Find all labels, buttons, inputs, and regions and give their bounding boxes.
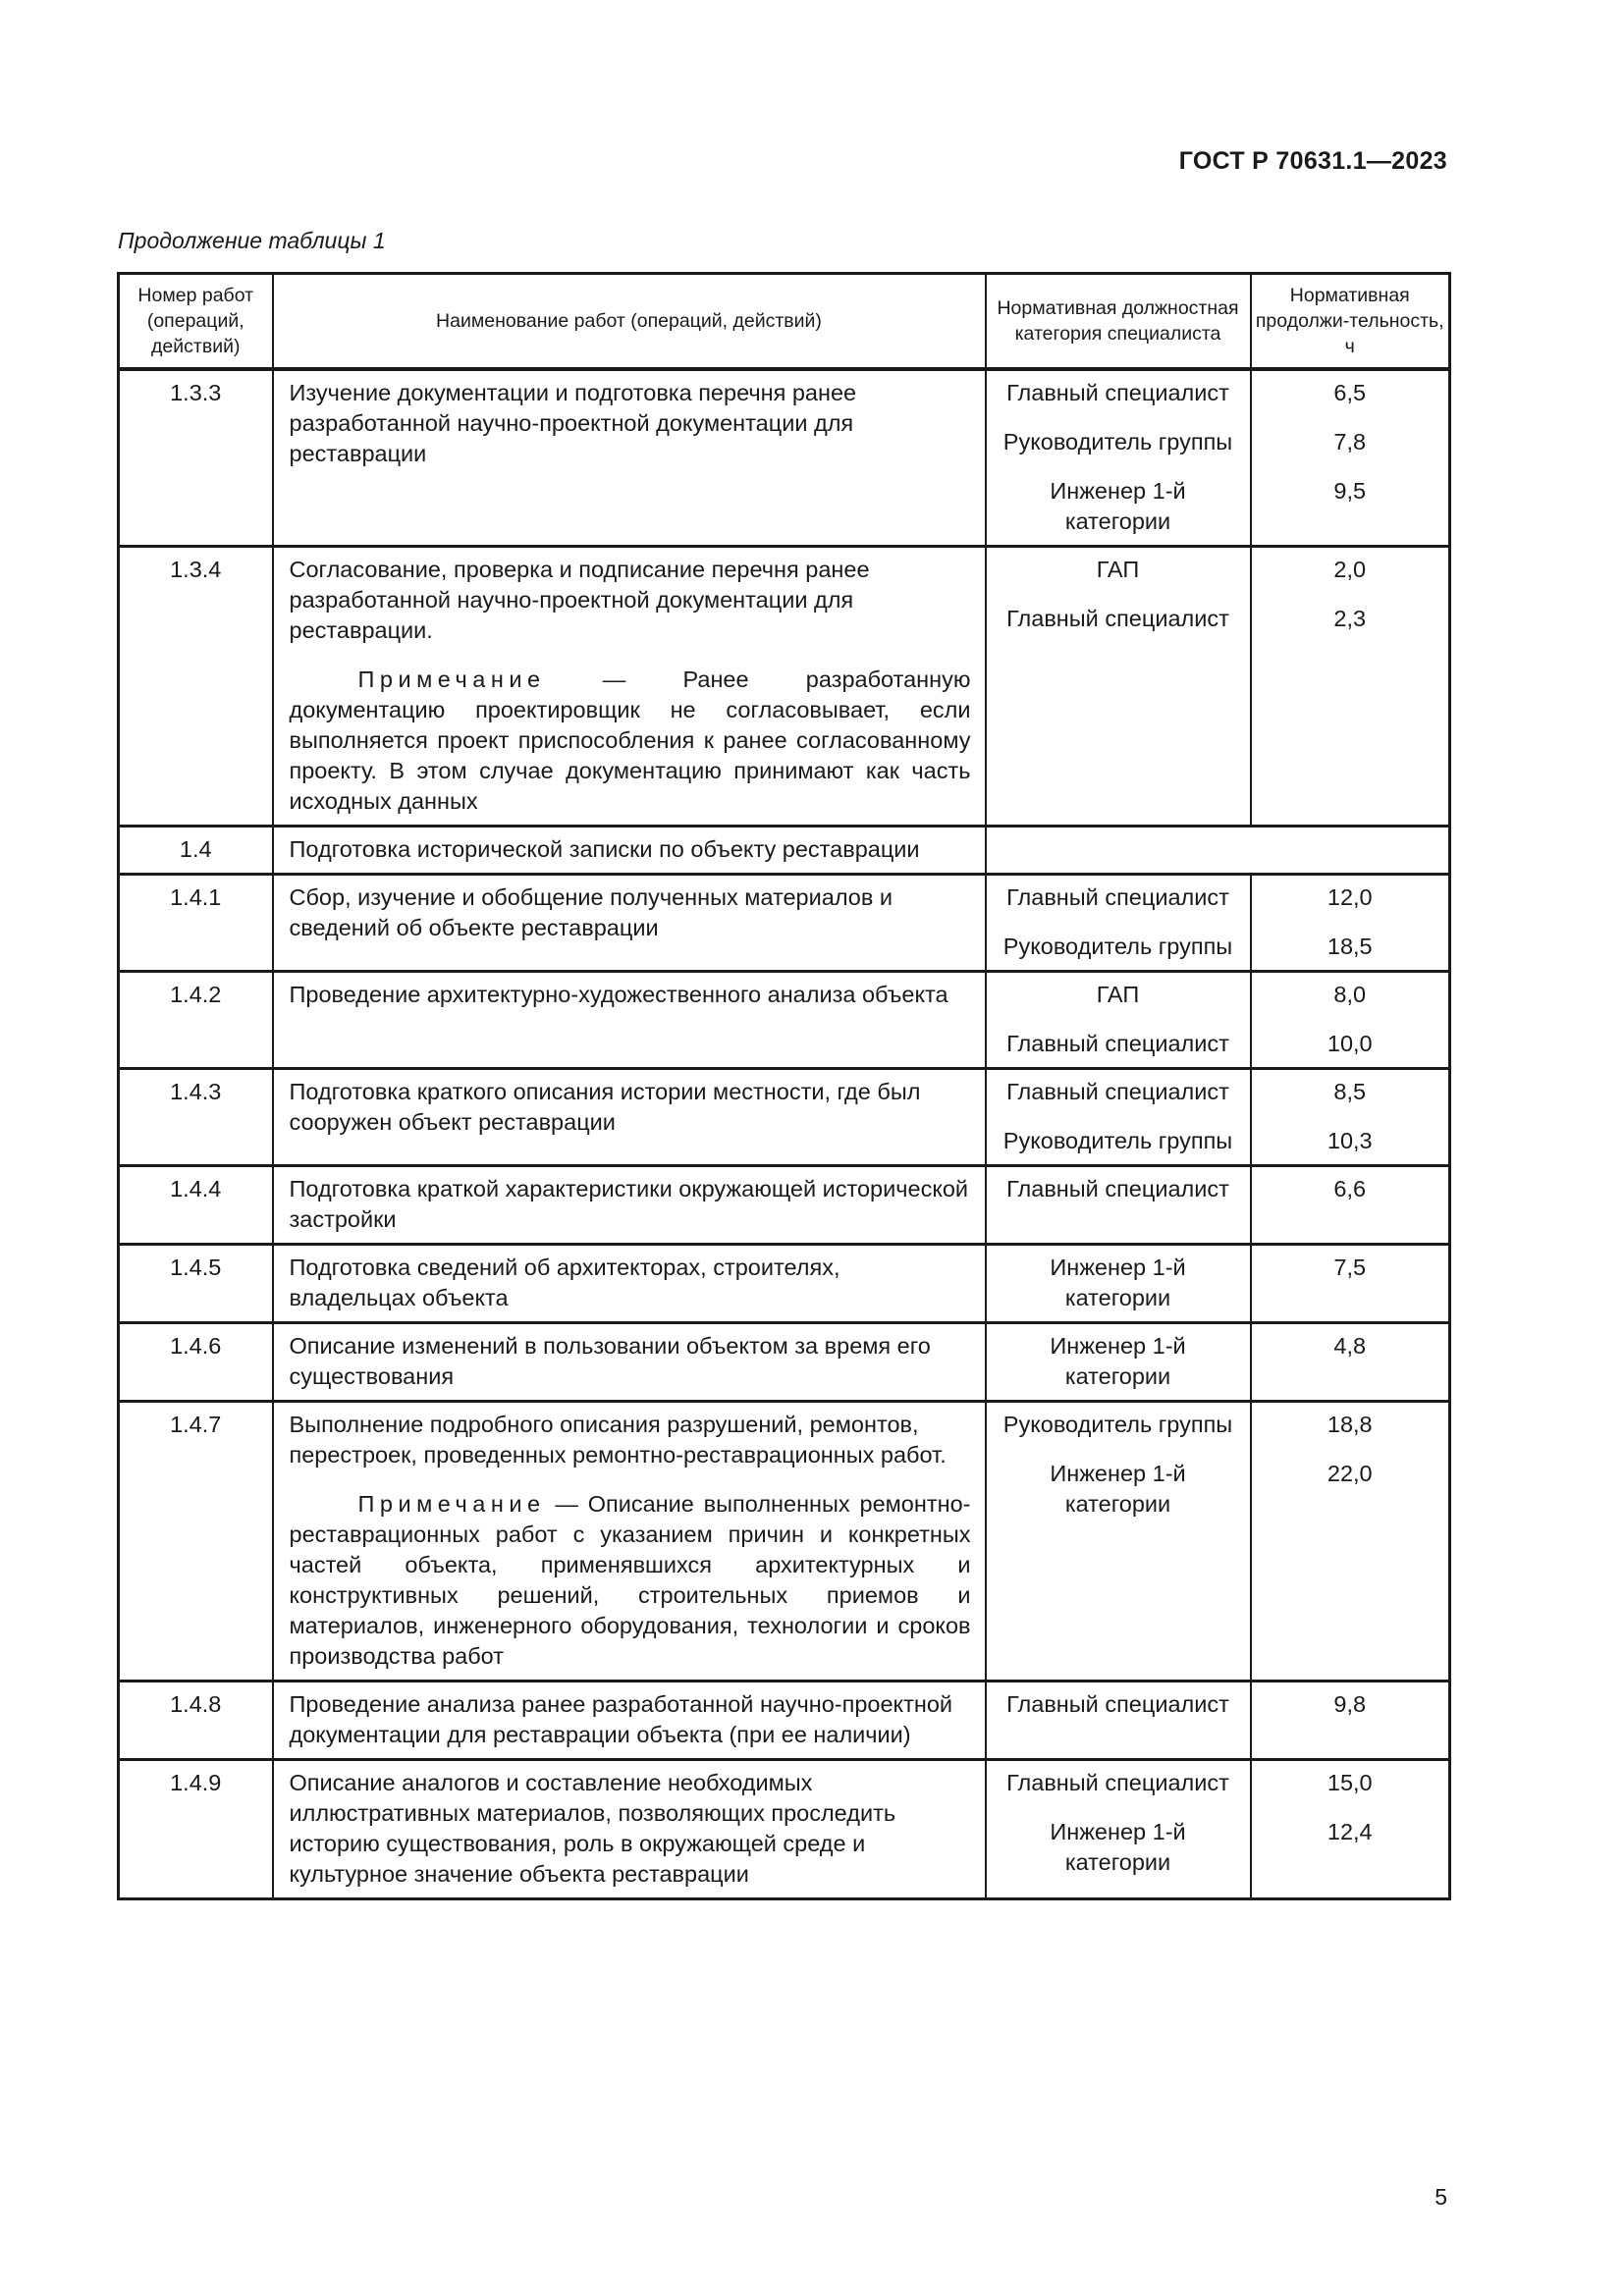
work-name-cell: [273, 1760, 986, 1899]
work-number: 1.4.1: [119, 875, 273, 972]
work-name: Подготовка краткого описания истории местности, где был сооружен объект реставрации: [289, 1079, 921, 1135]
work-name-cell: [273, 875, 986, 972]
normative-duration: 18,8: [1326, 1412, 1373, 1437]
note-label: Примечание: [357, 1491, 546, 1517]
column-header-name: Наименование работ (операций, действий): [273, 274, 986, 370]
specialist-category: Руководитель группы: [1002, 1412, 1233, 1437]
note-text: — Описание выполненных ремонтно-реставрационных работ с указанием причин и конкретных частей объекта, применявшихся архитектурных и конструктивных решений, строительных приемов и материалов, инженерного оборудования, технологии и сроков производства работ: [289, 1491, 971, 1669]
table-row: [119, 875, 1450, 972]
duration-cell: [1251, 547, 1450, 827]
work-number: 1.3.4: [119, 547, 273, 827]
work-name-cell: [273, 827, 986, 875]
work-name-cell: [273, 547, 986, 827]
specialist-category-cell: [986, 1682, 1251, 1760]
table-body: [119, 369, 1450, 1899]
normative-duration: 7,5: [1333, 1255, 1367, 1280]
duration-cell: [1251, 1760, 1450, 1899]
column-header-duration: Нормативная продолжи-тельность, ч: [1251, 274, 1450, 370]
specialist-category: Главный специалист: [1006, 884, 1229, 910]
work-name: Выполнение подробного описания разрушений, ремонтов, перестроек, проведенных ремонтно-реставрационных работ.: [289, 1412, 947, 1468]
table-row: [119, 1402, 1450, 1682]
normative-duration: 22,0: [1326, 1461, 1373, 1486]
duration-cell: [1251, 1402, 1450, 1682]
specialist-category: Главный специалист: [1006, 1770, 1229, 1795]
note-label: Примечание: [357, 667, 546, 692]
work-number: 1.4.9: [119, 1760, 273, 1899]
duration-cell: [1251, 875, 1450, 972]
specialist-category-cell: [986, 875, 1251, 972]
specialist-category: Руководитель группы: [1002, 1128, 1233, 1153]
work-name-cell: [273, 1069, 986, 1166]
work-number: 1.4.7: [119, 1402, 273, 1682]
table-row: [119, 1166, 1450, 1245]
table-row: [119, 1323, 1450, 1402]
work-number: 1.4.8: [119, 1682, 273, 1760]
specialist-category-cell: [986, 547, 1251, 827]
table-row: [119, 1682, 1450, 1760]
work-name-cell: [273, 1166, 986, 1245]
column-header-category: Нормативная должностная категория специалиста: [986, 274, 1251, 370]
specialist-category-cell: [986, 1166, 1251, 1245]
normative-duration: 2,3: [1333, 606, 1367, 631]
normative-duration: 12,0: [1326, 884, 1373, 910]
work-name: Проведение архитектурно-художественного анализа объекта: [289, 982, 948, 1007]
work-name: Описание аналогов и составление необходимых иллюстративных материалов, позволяющих проследить историю существования, роль в окружающей среде и культурное значение объекта реставрации: [289, 1770, 896, 1887]
table-row: [119, 1760, 1450, 1899]
specialist-category: ГАП: [1096, 982, 1140, 1007]
work-name-cell: [273, 1682, 986, 1760]
specialist-category-cell: [986, 1402, 1251, 1682]
work-number: 1.4.6: [119, 1323, 273, 1402]
work-note: [290, 665, 971, 817]
normative-duration: 9,8: [1333, 1691, 1367, 1717]
normative-duration: 10,3: [1326, 1128, 1373, 1153]
table-row: [119, 1069, 1450, 1166]
specialist-category: Инженер 1-й категории: [1050, 1461, 1186, 1517]
normative-duration: 8,0: [1333, 982, 1367, 1007]
duration-cell: [1251, 972, 1450, 1069]
table-row: [119, 547, 1450, 827]
specialist-category: Инженер 1-й категории: [1050, 478, 1186, 534]
specialist-category: Главный специалист: [1006, 1031, 1229, 1056]
table-row: [119, 972, 1450, 1069]
normative-duration: 2,0: [1333, 557, 1367, 582]
work-number: 1.4: [119, 827, 273, 875]
work-name-cell: [273, 1402, 986, 1682]
work-name: Изучение документации и подготовка перечня ранее разработанной научно-проектной документации для реставрации: [289, 380, 857, 466]
specialist-category: Главный специалист: [1006, 380, 1229, 405]
work-name: Подготовка краткой характеристики окружающей исторической застройки: [289, 1176, 969, 1232]
specialist-category: Главный специалист: [1006, 1176, 1229, 1201]
work-number: 1.3.3: [119, 369, 273, 547]
normative-duration: 12,4: [1326, 1819, 1373, 1844]
normative-duration: 9,5: [1333, 478, 1367, 504]
duration-cell: [1251, 1245, 1450, 1323]
work-number: 1.4.5: [119, 1245, 273, 1323]
duration-cell: [1251, 1682, 1450, 1760]
work-number: 1.4.3: [119, 1069, 273, 1166]
table-row: [119, 827, 1450, 875]
normative-duration: 15,0: [1326, 1770, 1373, 1795]
normative-duration: 4,8: [1333, 1333, 1367, 1359]
work-note: [290, 1489, 971, 1672]
table-row: [119, 369, 1450, 547]
specialist-category: Руководитель группы: [1002, 429, 1233, 454]
specialist-category: ГАП: [1096, 557, 1140, 582]
duration-cell: [1251, 1166, 1450, 1245]
specialist-category: Инженер 1-й категории: [1050, 1819, 1186, 1875]
specialist-category: Руководитель группы: [1002, 934, 1233, 959]
work-name: Согласование, проверка и подписание перечня ранее разработанной научно-проектной документации для реставрации.: [289, 557, 870, 643]
duration-cell: [1251, 369, 1450, 547]
specialist-category: Инженер 1-й категории: [1050, 1333, 1186, 1389]
work-name-cell: [273, 1323, 986, 1402]
work-name-cell: [273, 972, 986, 1069]
specialist-category: Инженер 1-й категории: [1050, 1255, 1186, 1310]
specialist-category: Главный специалист: [1006, 1691, 1229, 1717]
specialist-category-cell: [986, 1069, 1251, 1166]
specialist-category-cell: [986, 369, 1251, 547]
specialist-category-cell: [986, 972, 1251, 1069]
table-row: [119, 1245, 1450, 1323]
work-number: 1.4.4: [119, 1166, 273, 1245]
specialist-category: Главный специалист: [1006, 1079, 1229, 1104]
table-caption: Продолжение таблицы 1: [118, 228, 386, 253]
specialist-category-cell: [986, 1245, 1251, 1323]
work-number: 1.4.2: [119, 972, 273, 1069]
work-name: Подготовка исторической записки по объекту реставрации: [289, 836, 920, 862]
table-header-row: [119, 274, 1450, 370]
work-name-cell: [273, 369, 986, 547]
duration-cell: [1251, 1069, 1450, 1166]
normative-duration: 6,6: [1333, 1176, 1367, 1201]
duration-cell: [1251, 1323, 1450, 1402]
note-text: — Ранее разработанную документацию проектировщик не согласовывает, если выполняется проект приспособления к ранее согласованному проекту. В этом случае документацию принимают как часть исходных данных: [289, 667, 971, 814]
page-number: 5: [1435, 2184, 1447, 2210]
normative-duration: 18,5: [1326, 934, 1373, 959]
normative-duration: 6,5: [1333, 380, 1367, 405]
work-name: Проведение анализа ранее разработанной научно-проектной документации для реставрации объекта (при ее наличии): [289, 1691, 953, 1747]
work-name: Подготовка сведений об архитекторах, строителях, владельцах объекта: [289, 1255, 840, 1310]
specialist-category: Главный специалист: [1006, 606, 1229, 631]
column-header-number: Номер работ (операций, действий): [119, 274, 273, 370]
work-name-cell: [273, 1245, 986, 1323]
normative-duration: 10,0: [1326, 1031, 1373, 1056]
normative-duration: 7,8: [1333, 429, 1367, 454]
specialist-category-cell: [986, 1760, 1251, 1899]
normative-duration: 8,5: [1333, 1079, 1367, 1104]
specialist-category-cell: [986, 1323, 1251, 1402]
norms-table: [117, 272, 1451, 1900]
specialist-category-cell: [986, 827, 1450, 875]
document-code: ГОСТ Р 70631.1—2023: [1178, 147, 1447, 175]
work-name: Сбор, изучение и обобщение полученных материалов и сведений об объекте реставрации: [289, 884, 893, 940]
work-name: Описание изменений в пользовании объектом за время его существования: [289, 1333, 931, 1389]
